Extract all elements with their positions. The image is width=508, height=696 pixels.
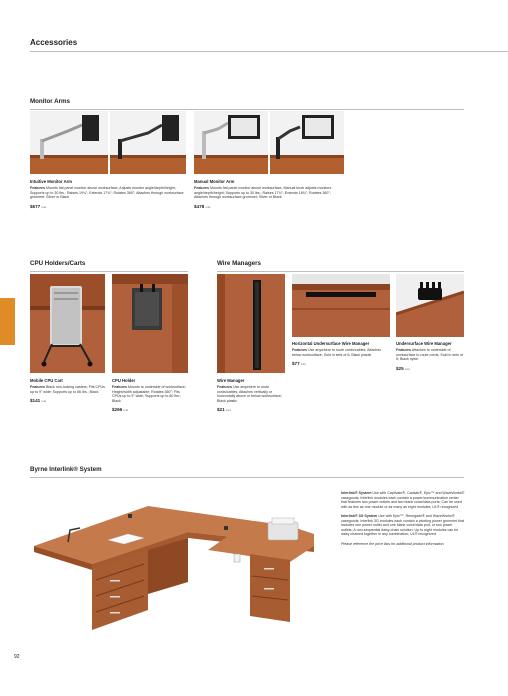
section-rule-wire-managers <box>217 271 464 272</box>
product-price: $478 List <box>194 203 211 209</box>
wire-manager-image <box>217 274 285 373</box>
product-intuitive-monitor-arm <box>30 179 186 209</box>
section-heading-byrne-interlink: Byrne Interlink® System <box>30 466 102 473</box>
section-heading-cpu: CPU Holders/Carts <box>30 260 86 267</box>
product-price: $266 List <box>112 407 129 412</box>
product-manual-monitor-arm <box>194 179 344 209</box>
product-features: Features Use anywhere to route cords/cables; Attaches below worksurface; Sold in sets of 6; Black plastic <box>292 348 382 357</box>
product-name: Mobile CPU Cart <box>30 378 63 383</box>
product-undersurface-wire-manager <box>396 341 466 371</box>
product-cpu-holder <box>112 378 188 412</box>
intuitive-monitor-arm-image <box>30 111 186 174</box>
product-name: Wire Manager <box>217 378 245 383</box>
product-features: Features Mounts flat panel monitor above worksurface; Manual knob adjusts monitors angle/depth/height; Supports up to 30 lbs.; Raises 17¾"; Extends 18¾"; Rotates 360°; Attaches through worksurface grommet; Silver or Black <box>194 186 332 199</box>
mobile-cpu-cart-image <box>30 274 105 373</box>
product-price: $141 List <box>30 398 47 403</box>
product-name: Manual Monitor Arm <box>194 179 235 184</box>
product-name: Horizontal Undersurface Wire Manager <box>292 341 370 346</box>
section-heading-wire-managers: Wire Managers <box>217 260 261 267</box>
horizontal-undersurface-wire-manager-image <box>292 274 390 337</box>
price-list-note: Please reference the price lists for additional product information. <box>341 541 445 546</box>
interlink-system-paragraph: Interlink® System Use with Captivate®, Cadsak®, Epic™ and WaveWorks® casegoods; Interlink modules each contain a power/communication center that features two power outlets and two blank voice/data ports; Can be used with as few as one module or as many as eight modules; UL® recognized <box>341 491 465 509</box>
section-rule-byrne-interlink <box>30 477 464 478</box>
manual-monitor-arm-image <box>194 111 344 174</box>
undersurface-wire-manager-image <box>396 274 464 337</box>
title-rule <box>30 51 508 52</box>
byrne-interlink-description <box>341 491 465 546</box>
product-price: $677 List <box>30 203 47 209</box>
product-horizontal-undersurface-wire-manager <box>292 341 390 366</box>
product-price: $25 List <box>396 365 410 371</box>
product-features: Features Attaches to underside of worksurface to route cords; Sold in sets of 5; Black nylon <box>396 348 463 361</box>
section-rule-cpu <box>30 271 188 272</box>
section-heading-monitor-arms: Monitor Arms <box>30 98 70 105</box>
product-price: $77 List <box>292 361 306 366</box>
product-features: Features Use anywhere to route cords/cables; Attaches vertically or horizontally above or below worksurface; Black plastic <box>217 385 282 403</box>
product-features: Features Mounts flat panel monitor above worksurface; Adjusts monitor angle/depth/height; Supports up to 30 lbs.; Raises 19¾"; Extends 17¾"; Rotates 360°; Attaches through worksurface grommet; Silver or Black <box>30 186 184 199</box>
product-name: Intuitive Monitor Arm <box>30 179 72 184</box>
product-features: Features Black non-locking casters; Fits CPUs up to 9" wide; Supports up to 66 lbs.; Black <box>30 385 105 394</box>
interlink-3g-paragraph: Interlink® 3G System Use with Epic™, Renegade® and WaveWorks® casegoods; Interlink 3G modules each contain a pivoting power grommet that includes one power outlet and one blank voice/data port, or two power outlets; A non-sequential daisy chain solution; Up to eight modules can be daisy chained together in any combination; UL® recognized <box>341 514 465 536</box>
section-tab-marker <box>0 298 15 345</box>
product-name: CPU Holder <box>112 378 136 383</box>
byrne-interlink-desk-image <box>28 484 324 634</box>
section-rule-monitor-arms <box>30 109 464 110</box>
product-wire-manager <box>217 378 287 412</box>
product-price: $21 List <box>217 407 231 412</box>
page-number: 92 <box>14 654 20 660</box>
product-mobile-cpu-cart <box>30 378 105 403</box>
product-name: Undersurface Wire Manager <box>396 341 452 346</box>
page-title: Accessories <box>30 38 78 47</box>
product-features: Features Mounts to underside of worksurface; Height/width adjustable; Rotates 360°; Fits CPUs up to 9" wide; Supports up to 80 lbs.; Black <box>112 385 186 403</box>
cpu-holder-image <box>112 274 188 373</box>
